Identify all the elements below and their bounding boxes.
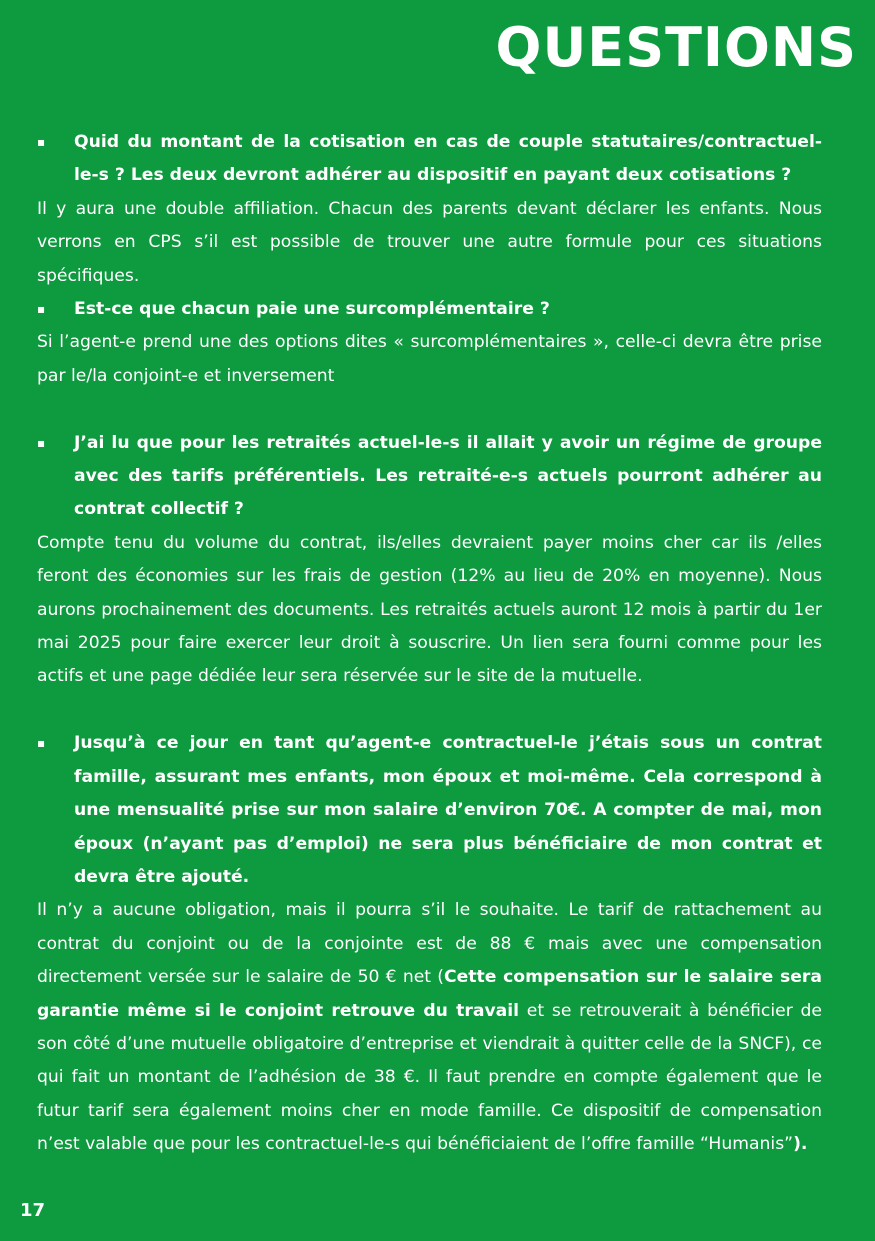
paragraph-spacer — [37, 694, 822, 727]
answer-emphasis: ). — [793, 1134, 808, 1155]
bullet-icon: ▪ — [37, 435, 46, 450]
page-title: QUESTIONS — [495, 16, 857, 79]
answer-text: Il n’y a aucune obligation, mais il pourra s’il le souhaite. Le tarif de rattachement au contrat du conjoint ou de la conjointe est de 88 € mais avec une compensation directement versée sur le salaire de 50 € net ( — [37, 900, 822, 988]
paragraph-spacer — [37, 393, 822, 426]
question-4 — [37, 727, 822, 894]
question-3 — [37, 427, 822, 527]
question-text: J’ai lu que pour les retraités actuel-le-s il allait y avoir un régime de groupe avec des tarifs préférentiels. Les retraité-e-s actuels pourront adhérer au contrat collectif ? — [74, 432, 822, 520]
bullet-icon: ▪ — [37, 736, 46, 751]
question-text: Quid du montant de la cotisation en cas de couple statutaires/contractuel-le-s ? Les deux devront adhérer au dispositif en payant deux cotisations ? — [74, 132, 822, 186]
answer-1: Il y aura une double affiliation. Chacun des parents devant déclarer les enfants. Nous verrons en CPS s’il est possible de trouver une autre formule pour ces situations spécifiques. — [37, 198, 822, 286]
answer-2: Si l’agent-e prend une des options dites « surcomplémentaires », celle-ci devra être prise par le/la conjoint-e et inversement — [37, 332, 822, 386]
answer-emphasis: Cette compensation sur le salaire sera garantie même si le conjoint retrouve du travail — [37, 967, 823, 1021]
question-text: Est-ce que chacun paie une surcomplémentaire ? — [74, 299, 550, 320]
answer-text: et se retrouverait à bénéficier de son côté d’une mutuelle obligatoire d’entreprise et viendrait à quitter celle de la SNCF), ce qui fait un montant de l’adhésion de 38 €. Il faut prendre en compte également que le futur tarif sera également moins cher en mode famille. Ce dispositif de compensation n’est valable que pour les contractuel-le-s qui bénéficiaient de l’offre famille “Humanis” — [37, 1000, 822, 1155]
page-number: 17 — [20, 1200, 46, 1221]
question-2 — [37, 293, 822, 326]
answer-4 — [37, 894, 822, 1161]
bullet-icon: ▪ — [37, 135, 46, 149]
bullet-icon: ▪ — [37, 302, 46, 317]
answer-3: Compte tenu du volume du contrat, ils/elles devraient payer moins cher car ils /elles feront des économies sur les frais de gestion (12% au lieu de 20% en moyenne). Nous aurons prochainement des documents. Les retraités actuels auront 12 mois à partir du 1er mai 2025 pour faire exercer leur droit à souscrire. Un lien sera fourni comme pour les actifs et une page dédiée leur sera réservée sur le site de la mutuelle. — [37, 532, 822, 687]
question-text: Jusqu’à ce jour en tant qu’agent-e contractuel-le j’étais sous un contrat famille, assurant mes enfants, mon époux et moi-même. Cela correspond à une mensualité prise sur mon salaire d’environ 70€. A compter de mai, mon époux (n’ayant pas d’emploi) ne sera plus bénéficiaire de mon contrat et devra être ajouté. — [74, 733, 822, 887]
qa-section — [37, 126, 822, 1162]
question-1 — [37, 126, 822, 193]
